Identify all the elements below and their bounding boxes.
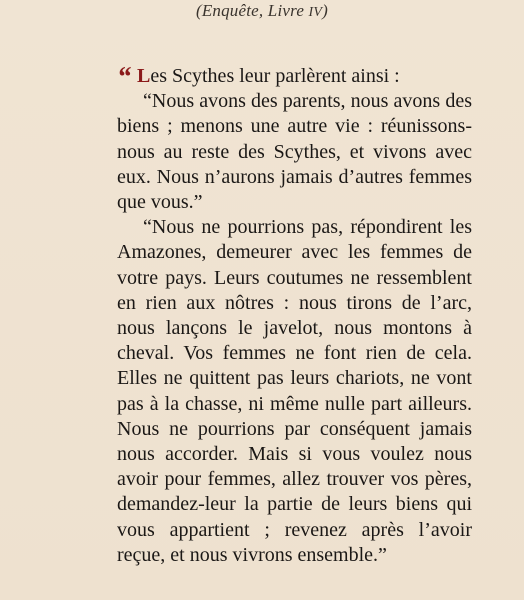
source-close-paren: ) bbox=[322, 1, 329, 20]
decorative-quote-mark: “ bbox=[117, 62, 131, 93]
intro-line bbox=[117, 62, 472, 93]
source-book-number: IV bbox=[308, 5, 323, 20]
source-title: (Enquête, Livre bbox=[195, 1, 309, 20]
initial-letter: L bbox=[137, 65, 151, 87]
quotation-text bbox=[117, 64, 472, 568]
paragraph-amazons: “Nous ne pourrions pas, répondirent les Amazones, demeurer avec les femmes de votre pays. Leurs coutumes ne ressemblent en rien aux nôtres : nous tirons de l’arc, nous lançons le javelot, nous montons à cheval. Vos femmes ne font rien de cela. Elles ne quittent pas leurs chariots, ne vont pas à la chasse, ni même nulle part ailleurs. Nous ne pourrions par conséquent jamais nous accorder. Mais si vous voulez nous avoir pour femmes, allez trouver vos pères, demandez-leur la partie de leurs biens qui vous appartient ; revenez après l’avoir reçue, et nous vivrons ensemble.” bbox=[117, 216, 472, 566]
paragraph-scythes: “Nous avons des parents, nous avons des biens ; menons une autre vie : réunissons-nous au reste des Scythes, et vivons avec eux. Nous n’aurons jamais d’autres femmes que vous.” bbox=[117, 90, 472, 214]
source-citation bbox=[0, 1, 524, 21]
intro-text: es Scythes leur parlèrent ainsi : bbox=[150, 65, 400, 87]
